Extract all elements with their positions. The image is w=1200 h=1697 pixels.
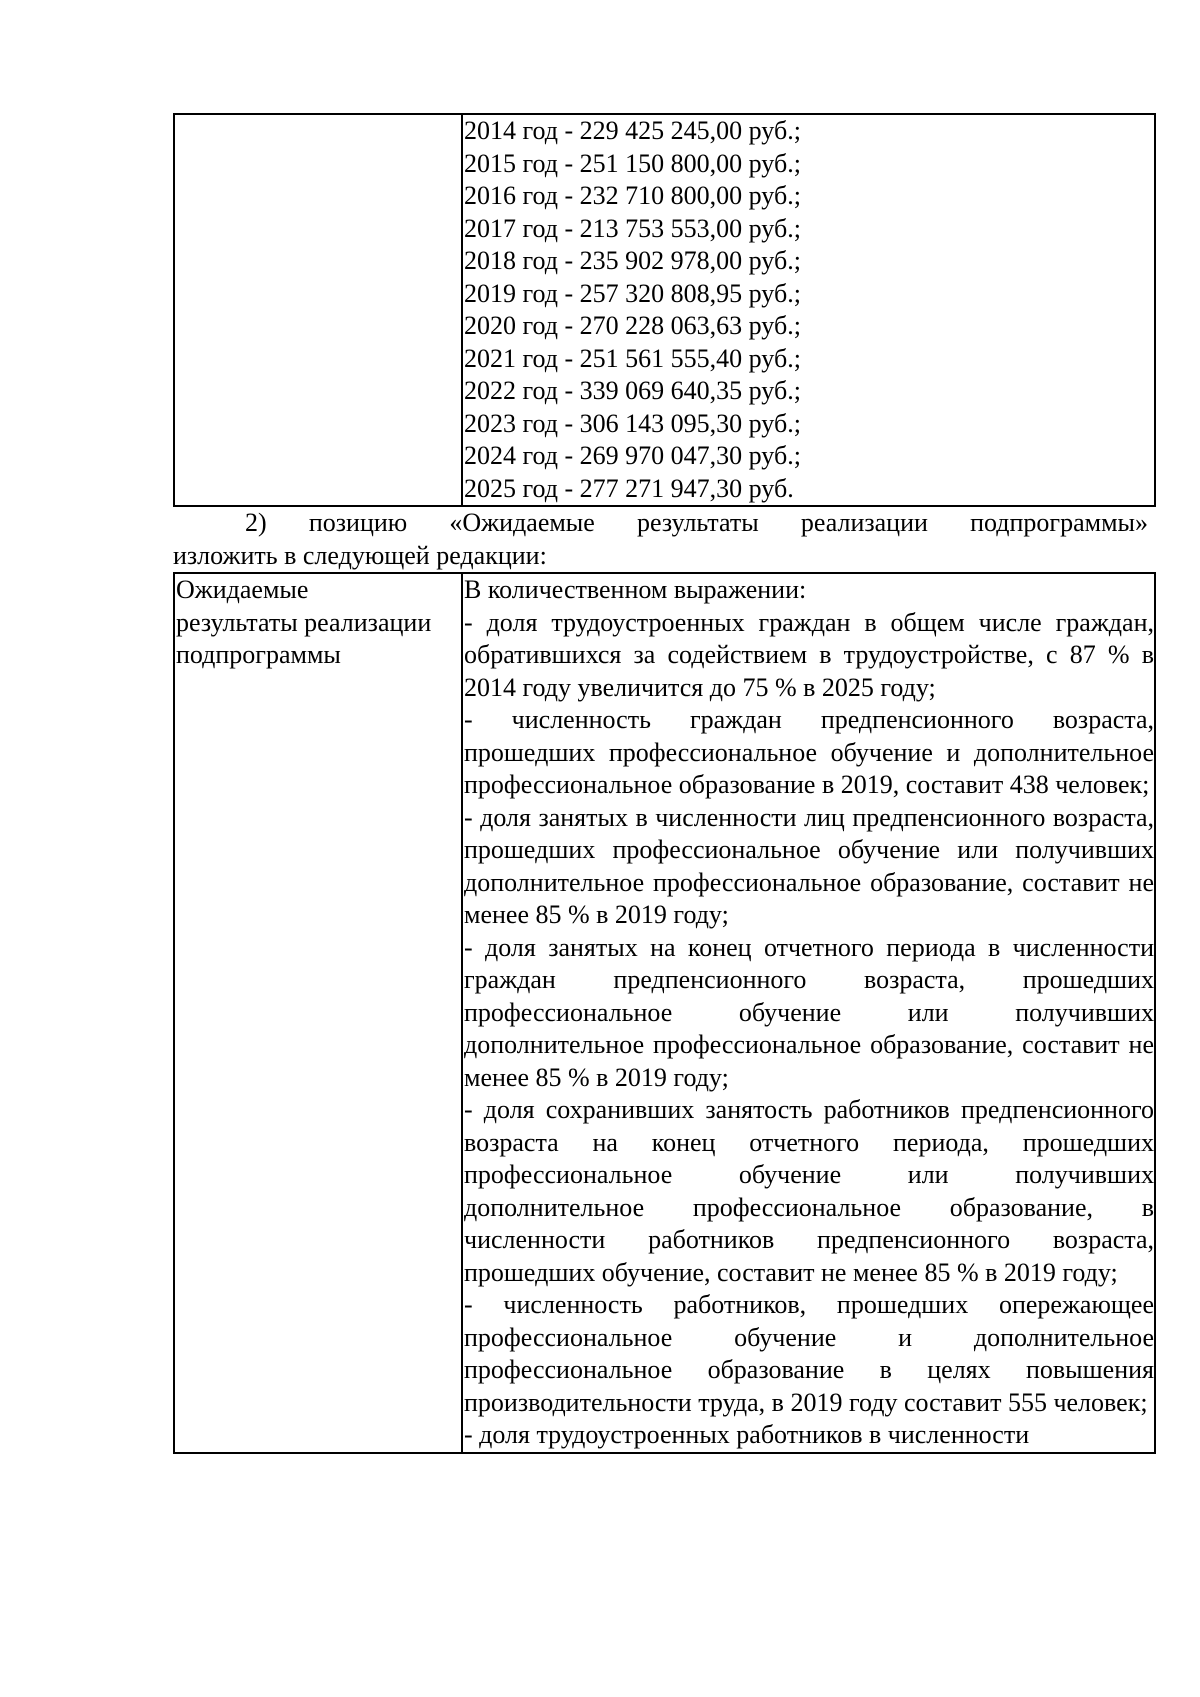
result-item: - доля трудоустроенных работников в численности xyxy=(464,1420,1030,1449)
funding-year-line: 2017 год - 213 753 553,00 руб.; xyxy=(464,213,801,243)
funding-year-line: 2015 год - 251 150 800,00 руб.; xyxy=(464,148,801,178)
funding-year-line: 2024 год - 269 970 047,30 руб.; xyxy=(464,441,801,470)
result-item: - доля занятых на конец отчетного периода в численности граждан предпенсионного возраста, прошедших профессиональное обучение или получивших дополнительное профессиональное образование, составит не менее 85 % в 2019 году; xyxy=(464,932,1154,1092)
funding-year-line: 2025 год - 277 271 947,30 руб. xyxy=(464,473,794,503)
funding-year-line: 2021 год - 251 561 555,40 руб.; xyxy=(464,343,801,373)
funding-year-line: 2016 год - 232 710 800,00 руб.; xyxy=(464,181,801,210)
result-item: - доля сохранивших занятость работников предпенсионного возраста на конец отчетного периода, прошедших профессиональное обучение или получивших дополнительное профессиональное образование, в численности работников предпенсионного возраста, прошедших обучение, составит не менее 85 % в 2019 году; xyxy=(464,1095,1154,1287)
result-item: - доля трудоустроенных граждан в общем числе граждан, обратившихся за содействием в трудоустройстве, с 87 % в 2014 году увеличится до 75 % в 2025 году; xyxy=(464,607,1154,702)
funding-year-line: 2019 год - 257 320 808,95 руб.; xyxy=(464,278,801,308)
result-item: - численность работников, прошедших опережающее профессиональное обучение и дополнительное профессиональное образование в целях повышения производительности труда, в 2019 году составит 555 человек; xyxy=(464,1290,1154,1417)
results-content-cell xyxy=(462,573,1155,1453)
funding-table xyxy=(173,113,1156,507)
funding-years-cell xyxy=(462,114,1155,506)
result-item: - доля занятых в численности лиц предпенсионного возраста, прошедших профессиональное обучение или получивших дополнительное профессиональное образование, составит не менее 85 % в 2019 году; xyxy=(464,802,1154,929)
results-row xyxy=(174,573,1155,1453)
funding-year-line: 2022 год - 339 069 640,35 руб.; xyxy=(464,376,801,405)
instruction-line-2: изложить в следующей редакции: xyxy=(173,540,547,570)
results-intro: В количественном выражении: xyxy=(464,575,807,604)
results-label-line: результаты реализации xyxy=(176,607,432,637)
results-label-cell xyxy=(174,573,462,1453)
funding-label-cell xyxy=(174,114,462,506)
results-table xyxy=(173,572,1156,1454)
funding-year-line: 2018 год - 235 902 978,00 руб.; xyxy=(464,246,801,275)
document-page xyxy=(173,113,1154,1454)
results-label-line: подпрограммы xyxy=(176,640,341,669)
funding-year-line: 2023 год - 306 143 095,30 руб.; xyxy=(464,408,801,438)
result-item: - численность граждан предпенсионного возраста, прошедших профессиональное обучение и дополнительное профессиональное образование в 2019, составит 438 человек; xyxy=(464,705,1154,799)
funding-year-line: 2014 год - 229 425 245,00 руб.; xyxy=(464,116,801,145)
instruction-line-1: 2) позицию «Ожидаемые результаты реализации подпрограммы» xyxy=(245,508,1148,537)
funding-row xyxy=(174,114,1155,506)
results-label-line: Ожидаемые xyxy=(176,575,309,604)
funding-year-line: 2020 год - 270 228 063,63 руб.; xyxy=(464,311,801,340)
